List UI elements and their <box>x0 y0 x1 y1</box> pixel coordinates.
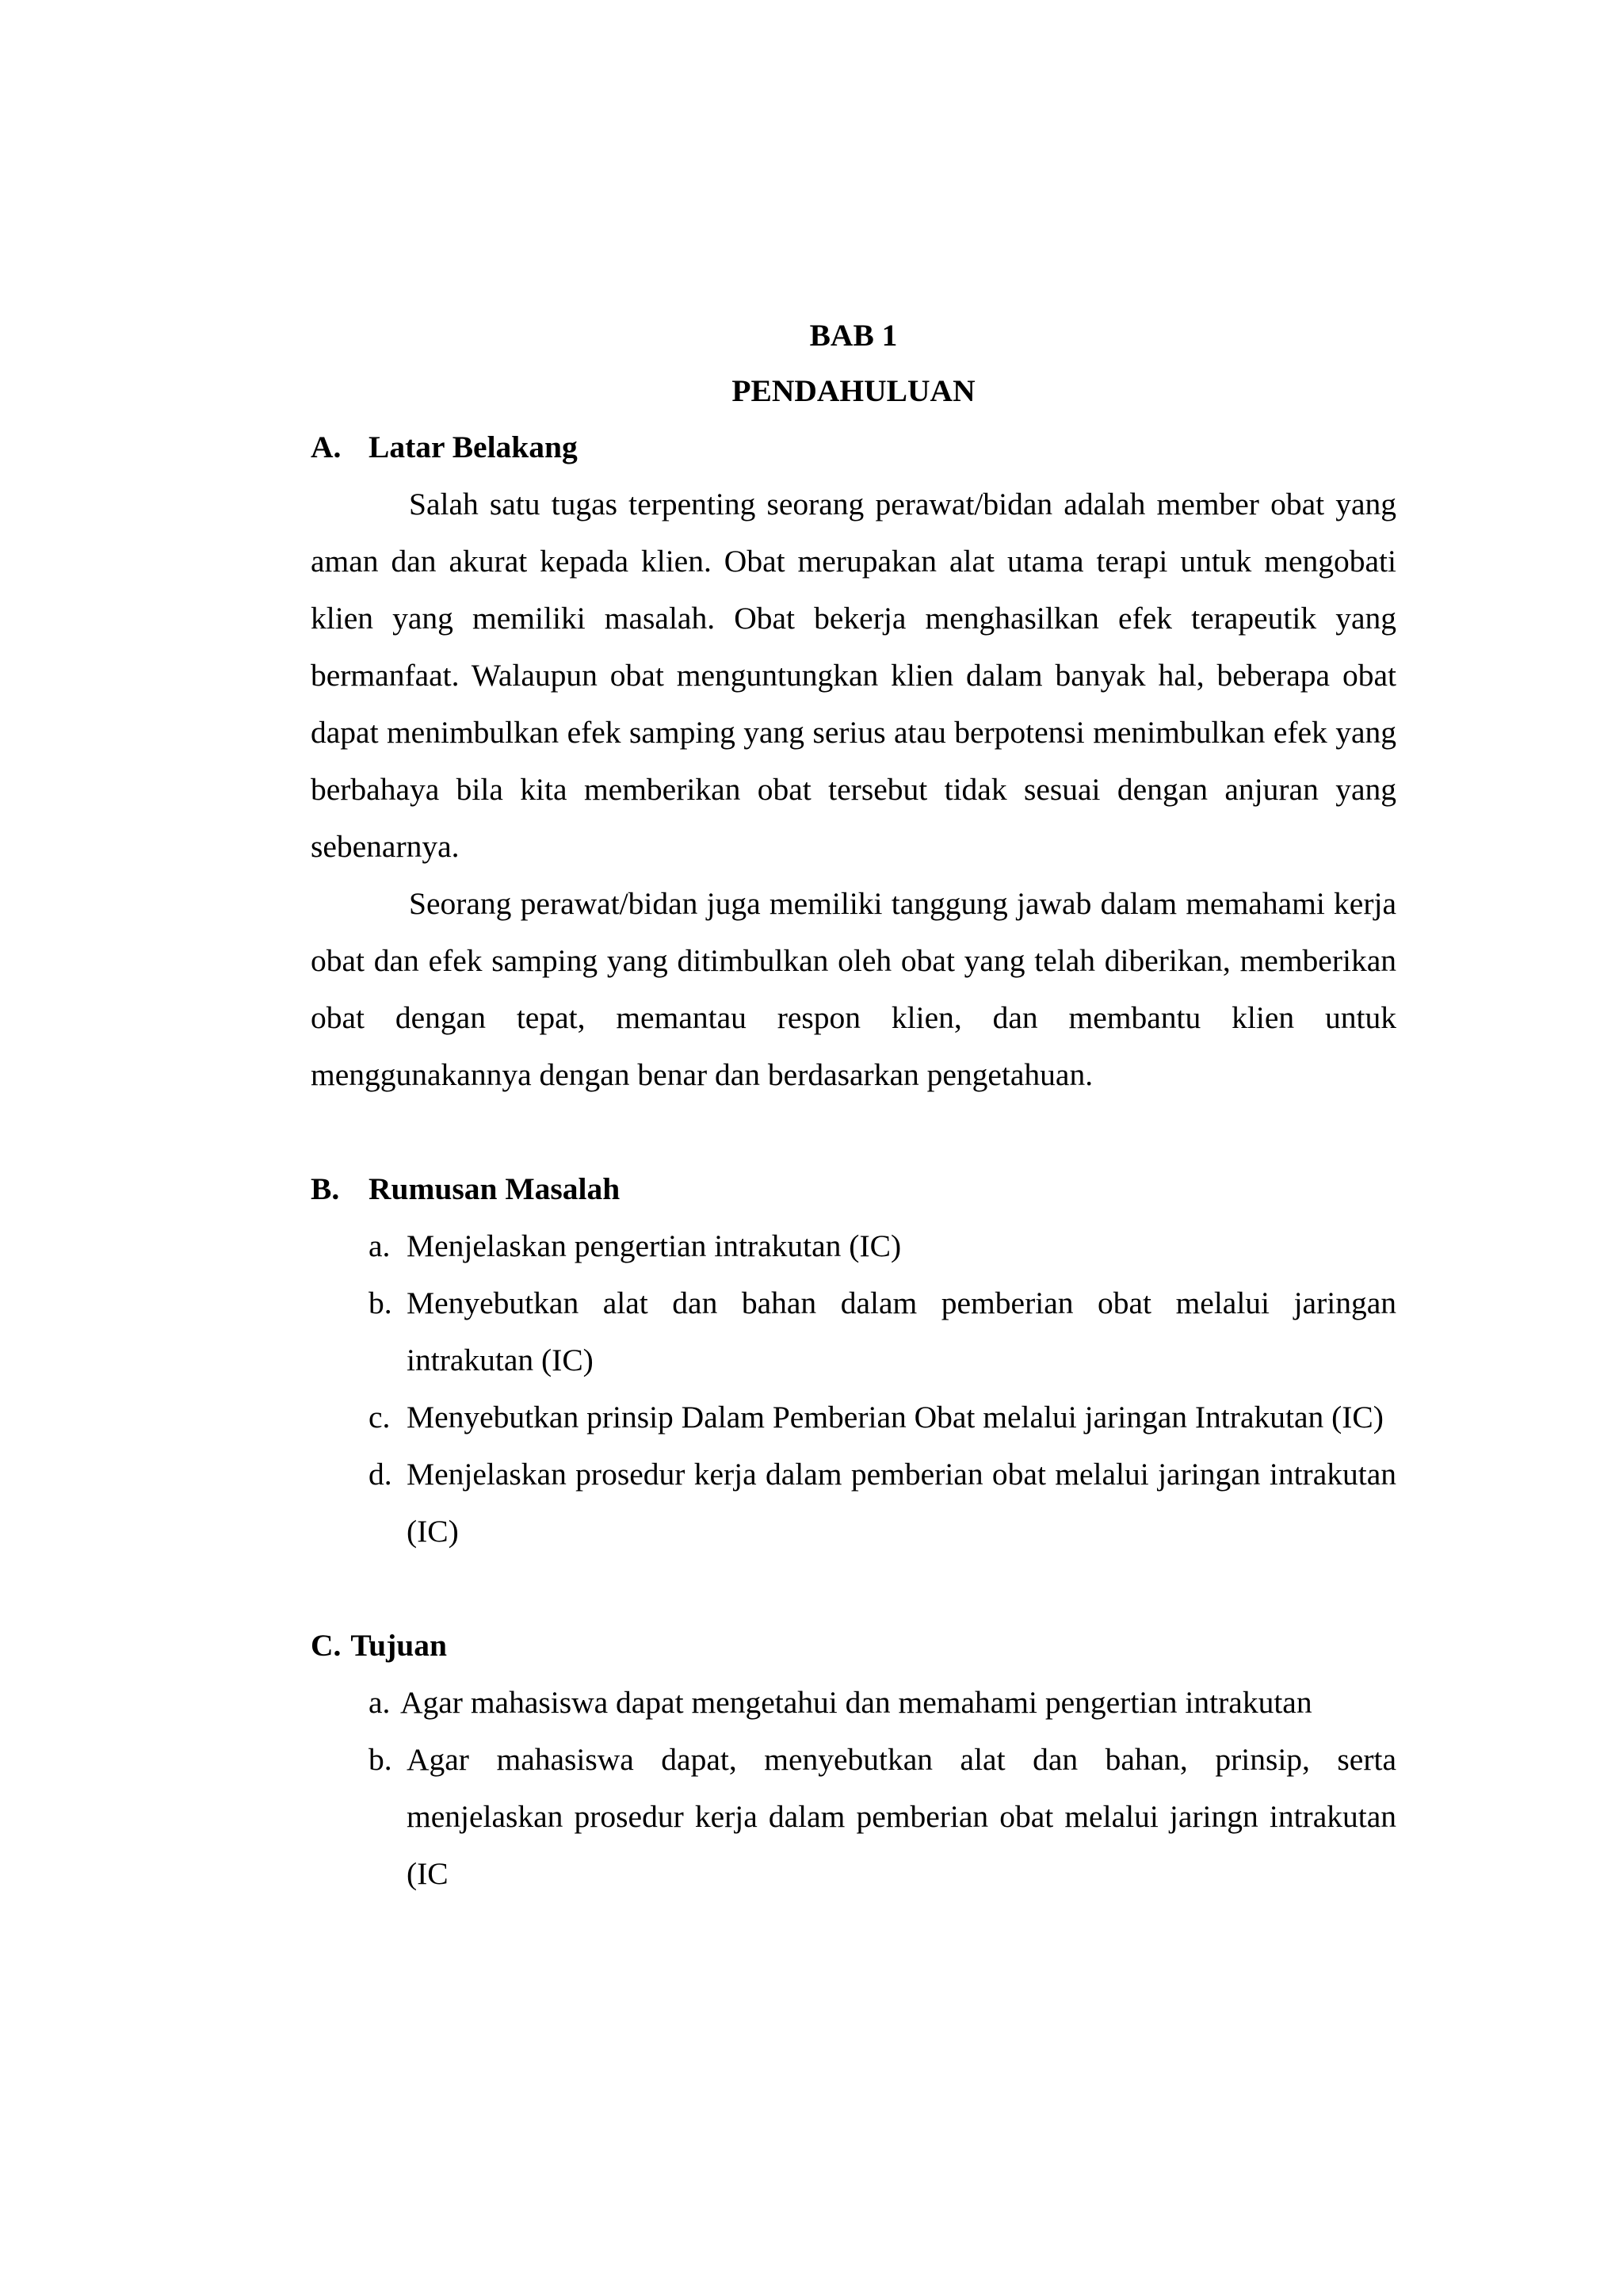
list-text: Menyebutkan alat dan bahan dalam pemberian obat melalui jaringan intrakutan (IC) <box>407 1286 1396 1377</box>
list-text: Menjelaskan pengertian intrakutan (IC) <box>407 1228 902 1263</box>
section-a-letter: A. <box>311 430 342 464</box>
list-item <box>369 1274 1396 1389</box>
section-b-heading <box>311 1160 1396 1217</box>
list-text: Menjelaskan prosedur kerja dalam pemberian obat melalui jaringan intrakutan (IC) <box>407 1457 1396 1549</box>
list-marker: a. <box>369 1685 391 1720</box>
section-b-letter: B. <box>311 1171 340 1206</box>
section-b-title: Rumusan Masalah <box>369 1171 621 1206</box>
list-item <box>369 1731 1396 1902</box>
section-c-title: Tujuan <box>350 1628 447 1663</box>
chapter-title: PENDAHULUAN <box>731 373 976 408</box>
chapter-label: BAB 1 <box>809 318 898 353</box>
list-marker: d. <box>369 1457 392 1492</box>
section-c-list <box>311 1674 1396 1902</box>
section-a-paragraph-1: Salah satu tugas terpenting seorang perawat/bidan adalah member obat yang aman dan akurat kepada klien. Obat merupakan alat utama terapi untuk mengobati klien yang memiliki masalah. Obat bekerja menghasilkan efek terapeutik yang bermanfaat. Walaupun obat menguntungkan klien dalam banyak hal, beberapa obat dapat menimbulkan efek samping yang serius atau berpotensi menimbulkan efek yang berbahaya bila kita memberikan obat tersebut tidak sesuai dengan anjuran yang sebenarnya. <box>311 487 1396 864</box>
document-page <box>311 308 1396 1902</box>
list-item <box>369 1389 1396 1446</box>
list-item <box>369 1446 1396 1560</box>
section-c-heading <box>311 1617 1396 1674</box>
section-b-list <box>311 1217 1396 1560</box>
list-item <box>369 1217 1396 1274</box>
list-item <box>369 1674 1396 1731</box>
section-a-heading <box>311 418 1396 476</box>
section-a-paragraph-2: Seorang perawat/bidan juga memiliki tanggung jawab dalam memahami kerja obat dan efek samping yang ditimbulkan oleh obat yang telah diberikan, memberikan obat dengan tepat, memantau respon klien, dan membantu klien untuk menggunakannya dengan benar dan berdasarkan pengetahuan. <box>311 886 1396 1092</box>
section-gap <box>311 1103 1396 1160</box>
list-text: Menyebutkan prinsip Dalam Pemberian Obat melalui jaringan Intrakutan (IC) <box>407 1400 1384 1435</box>
list-marker: c. <box>369 1400 391 1435</box>
list-marker: b. <box>369 1742 392 1777</box>
list-text: Agar mahasiswa dapat, menyebutkan alat dan bahan, prinsip, serta menjelaskan prosedur kerja dalam pemberian obat melalui jaringn intrakutan (IC <box>407 1742 1396 1891</box>
section-gap <box>311 1560 1396 1617</box>
list-text: Agar mahasiswa dapat mengetahui dan memahami pengertian intrakutan <box>400 1685 1312 1720</box>
list-marker: a. <box>369 1228 391 1263</box>
list-marker: b. <box>369 1286 392 1320</box>
section-a-title: Latar Belakang <box>369 430 578 464</box>
section-c-letter: C. <box>311 1628 342 1663</box>
